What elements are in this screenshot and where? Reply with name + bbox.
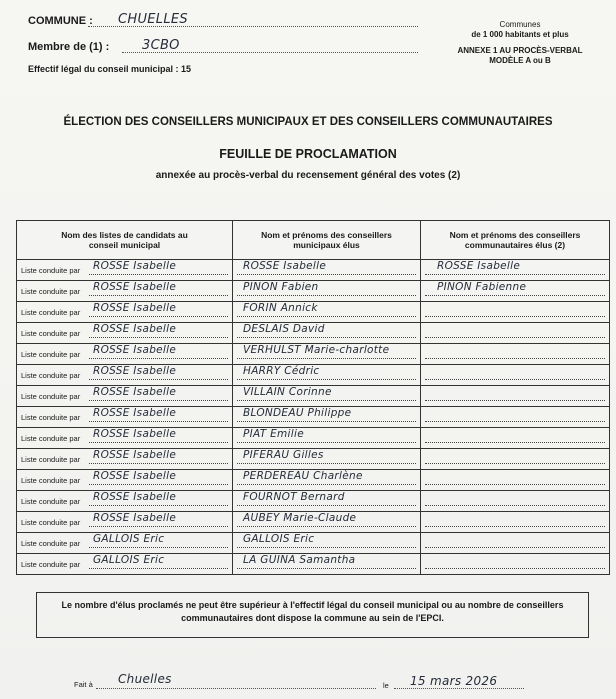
dotted-line bbox=[425, 358, 605, 359]
dotted-line bbox=[237, 568, 416, 569]
row-label: Liste conduite par bbox=[21, 308, 81, 317]
row-label: Liste conduite par bbox=[21, 497, 81, 506]
dotted-line bbox=[425, 463, 605, 464]
communautaire-cell bbox=[421, 428, 610, 449]
list-cell bbox=[17, 260, 233, 281]
row-label: Liste conduite par bbox=[21, 266, 81, 275]
communautaire-cell bbox=[421, 449, 610, 470]
dotted-line bbox=[89, 295, 228, 296]
communautaire-cell bbox=[421, 470, 610, 491]
list-cell bbox=[17, 365, 233, 386]
communautaire-cell bbox=[421, 491, 610, 512]
municipal-cell bbox=[233, 554, 421, 575]
list-name: ROSSE Isabelle bbox=[93, 407, 177, 419]
commune-label: COMMUNE : bbox=[28, 15, 93, 27]
table-row bbox=[17, 428, 610, 449]
header-right-line4: MODÈLE A ou B bbox=[489, 56, 551, 65]
fait-label: Fait à bbox=[74, 680, 93, 689]
list-name: ROSSE Isabelle bbox=[93, 428, 177, 440]
list-cell bbox=[17, 323, 233, 344]
municipal-name: AUBEY Marie-Claude bbox=[243, 512, 357, 524]
list-name: ROSSE Isabelle bbox=[93, 281, 177, 293]
municipal-name: GALLOIS Eric bbox=[243, 533, 315, 545]
row-label: Liste conduite par bbox=[21, 455, 81, 464]
le-line bbox=[394, 688, 524, 689]
municipal-name: VILLAIN Corinne bbox=[243, 386, 332, 398]
page-subtitle: FEUILLE DE PROCLAMATION bbox=[219, 147, 397, 161]
municipal-name: LA GUINA Samantha bbox=[243, 554, 356, 566]
fait-line bbox=[96, 688, 376, 689]
communautaire-cell bbox=[421, 302, 610, 323]
municipal-name: PIAT Emilie bbox=[243, 428, 304, 440]
header-right-line3: ANNEXE 1 AU PROCÈS-VERBAL bbox=[457, 46, 583, 55]
fait-value: Chuelles bbox=[118, 672, 172, 686]
header-lists: Nom des listes de candidats au conseil municipal bbox=[17, 221, 233, 260]
membre-label: Membre de (1) : bbox=[28, 41, 110, 53]
municipal-cell bbox=[233, 428, 421, 449]
municipal-name: PIFERAU Gilles bbox=[243, 449, 324, 461]
list-name: ROSSE Isabelle bbox=[93, 365, 177, 377]
dotted-line bbox=[425, 337, 605, 338]
table-row bbox=[17, 491, 610, 512]
header-municipal: Nom et prénoms des conseillers municipaux élus bbox=[233, 221, 421, 260]
dotted-line bbox=[89, 337, 228, 338]
dotted-line bbox=[237, 358, 416, 359]
list-cell bbox=[17, 386, 233, 407]
header-right-line2: de 1 000 habitants et plus bbox=[471, 30, 569, 39]
list-cell bbox=[17, 428, 233, 449]
list-name: ROSSE Isabelle bbox=[93, 323, 177, 335]
municipal-name: PINON Fabien bbox=[243, 281, 319, 293]
row-label: Liste conduite par bbox=[21, 329, 81, 338]
dotted-line bbox=[89, 442, 228, 443]
table-row bbox=[17, 386, 610, 407]
dotted-line bbox=[89, 400, 228, 401]
list-name: ROSSE Isabelle bbox=[93, 470, 177, 482]
membre-value: 3CBO bbox=[142, 38, 180, 53]
dotted-line bbox=[425, 274, 605, 275]
note-box: Le nombre d'élus proclamés ne peut être supérieur à l'effectif légal du conseil municipal ou au nombre de conseillers communautaires dont dispose la commune au sein de l'EPCI. bbox=[36, 592, 589, 638]
row-label: Liste conduite par bbox=[21, 392, 81, 401]
list-name: ROSSE Isabelle bbox=[93, 344, 177, 356]
table-header-row bbox=[17, 221, 610, 260]
row-label: Liste conduite par bbox=[21, 560, 81, 569]
table-row bbox=[17, 533, 610, 554]
dotted-line bbox=[89, 274, 228, 275]
le-label: le bbox=[383, 681, 389, 690]
list-name: ROSSE Isabelle bbox=[93, 386, 177, 398]
table-row bbox=[17, 449, 610, 470]
list-name: GALLOIS Eric bbox=[93, 533, 165, 545]
dotted-line bbox=[237, 400, 416, 401]
row-label: Liste conduite par bbox=[21, 539, 81, 548]
dotted-line bbox=[89, 463, 228, 464]
list-cell bbox=[17, 533, 233, 554]
row-label: Liste conduite par bbox=[21, 434, 81, 443]
dotted-line bbox=[89, 547, 228, 548]
municipal-cell bbox=[233, 407, 421, 428]
municipal-name: BLONDEAU Philippe bbox=[243, 407, 352, 419]
communautaire-cell bbox=[421, 407, 610, 428]
municipal-name: HARRY Cédric bbox=[243, 365, 320, 377]
list-name: ROSSE Isabelle bbox=[93, 260, 177, 272]
table-row bbox=[17, 344, 610, 365]
dotted-line bbox=[237, 484, 416, 485]
dotted-line bbox=[425, 421, 605, 422]
list-name: ROSSE Isabelle bbox=[93, 302, 177, 314]
communautaire-cell bbox=[421, 323, 610, 344]
dotted-line bbox=[425, 526, 605, 527]
dotted-line bbox=[237, 463, 416, 464]
dotted-line bbox=[89, 484, 228, 485]
communautaire-cell bbox=[421, 281, 610, 302]
dotted-line bbox=[425, 379, 605, 380]
header-communautaire: Nom et prénoms des conseillers communautaires élus (2) bbox=[421, 221, 610, 260]
communautaire-name: ROSSE Isabelle bbox=[437, 260, 521, 272]
results-table bbox=[16, 220, 610, 575]
communautaire-cell bbox=[421, 512, 610, 533]
communautaire-cell bbox=[421, 533, 610, 554]
list-cell bbox=[17, 449, 233, 470]
dotted-line bbox=[237, 547, 416, 548]
header-right bbox=[440, 20, 600, 66]
row-label: Liste conduite par bbox=[21, 371, 81, 380]
municipal-cell bbox=[233, 260, 421, 281]
list-cell bbox=[17, 344, 233, 365]
municipal-name: VERHULST Marie-charlotte bbox=[243, 344, 390, 356]
table-row bbox=[17, 260, 610, 281]
dotted-line bbox=[89, 505, 228, 506]
effectif-legal: Effectif légal du conseil municipal : 15 bbox=[28, 64, 192, 74]
table-row bbox=[17, 512, 610, 533]
list-name: ROSSE Isabelle bbox=[93, 449, 177, 461]
page-subtitle-2: annexée au procès-verbal du recensement général des votes (2) bbox=[155, 170, 461, 181]
list-name: ROSSE Isabelle bbox=[93, 491, 177, 503]
page-title: ÉLECTION DES CONSEILLERS MUNICIPAUX ET DES CONSEILLERS COMMUNAUTAIRES bbox=[63, 116, 553, 128]
list-cell bbox=[17, 281, 233, 302]
municipal-cell bbox=[233, 533, 421, 554]
dotted-line bbox=[425, 484, 605, 485]
dotted-line bbox=[237, 337, 416, 338]
row-label: Liste conduite par bbox=[21, 518, 81, 527]
row-label: Liste conduite par bbox=[21, 413, 81, 422]
list-name: GALLOIS Eric bbox=[93, 554, 165, 566]
municipal-cell bbox=[233, 365, 421, 386]
dotted-line bbox=[425, 505, 605, 506]
municipal-cell bbox=[233, 470, 421, 491]
dotted-line bbox=[89, 358, 228, 359]
dotted-line bbox=[425, 547, 605, 548]
le-value: 15 mars 2026 bbox=[410, 674, 498, 688]
header-right-line1: Communes bbox=[499, 20, 541, 29]
communautaire-cell bbox=[421, 554, 610, 575]
dotted-line bbox=[237, 316, 416, 317]
municipal-name: ROSSE Isabelle bbox=[243, 260, 327, 272]
municipal-cell bbox=[233, 386, 421, 407]
dotted-line bbox=[237, 442, 416, 443]
dotted-line bbox=[237, 505, 416, 506]
list-cell bbox=[17, 491, 233, 512]
municipal-name: DESLAIS David bbox=[243, 323, 325, 335]
communautaire-cell bbox=[421, 344, 610, 365]
dotted-line bbox=[89, 379, 228, 380]
dotted-line bbox=[237, 379, 416, 380]
dotted-line bbox=[237, 295, 416, 296]
list-name: ROSSE Isabelle bbox=[93, 512, 177, 524]
dotted-line bbox=[425, 295, 605, 296]
municipal-cell bbox=[233, 323, 421, 344]
table-row bbox=[17, 365, 610, 386]
table-row bbox=[17, 281, 610, 302]
row-label: Liste conduite par bbox=[21, 287, 81, 296]
dotted-line bbox=[425, 568, 605, 569]
communautaire-cell bbox=[421, 386, 610, 407]
communautaire-name: PINON Fabienne bbox=[437, 281, 527, 293]
dotted-line bbox=[89, 316, 228, 317]
list-cell bbox=[17, 554, 233, 575]
list-cell bbox=[17, 302, 233, 323]
municipal-cell bbox=[233, 344, 421, 365]
table-row bbox=[17, 323, 610, 344]
dotted-line bbox=[89, 421, 228, 422]
municipal-name: FOURNOT Bernard bbox=[243, 491, 345, 503]
municipal-cell bbox=[233, 512, 421, 533]
dotted-line bbox=[89, 568, 228, 569]
dotted-line bbox=[237, 274, 416, 275]
dotted-line bbox=[237, 421, 416, 422]
list-cell bbox=[17, 470, 233, 491]
dotted-line bbox=[237, 526, 416, 527]
communautaire-cell bbox=[421, 365, 610, 386]
commune-value: CHUELLES bbox=[118, 12, 188, 27]
municipal-cell bbox=[233, 491, 421, 512]
table-row bbox=[17, 554, 610, 575]
dotted-line bbox=[425, 442, 605, 443]
row-label: Liste conduite par bbox=[21, 350, 81, 359]
table-row bbox=[17, 470, 610, 491]
communautaire-cell bbox=[421, 260, 610, 281]
table-row bbox=[17, 407, 610, 428]
table-row bbox=[17, 302, 610, 323]
row-label: Liste conduite par bbox=[21, 476, 81, 485]
dotted-line bbox=[425, 400, 605, 401]
municipal-cell bbox=[233, 449, 421, 470]
list-cell bbox=[17, 407, 233, 428]
municipal-cell bbox=[233, 302, 421, 323]
municipal-name: FORIN Annick bbox=[243, 302, 318, 314]
municipal-name: PERDEREAU Charlène bbox=[243, 470, 363, 482]
dotted-line bbox=[89, 526, 228, 527]
list-cell bbox=[17, 512, 233, 533]
municipal-cell bbox=[233, 281, 421, 302]
dotted-line bbox=[425, 316, 605, 317]
